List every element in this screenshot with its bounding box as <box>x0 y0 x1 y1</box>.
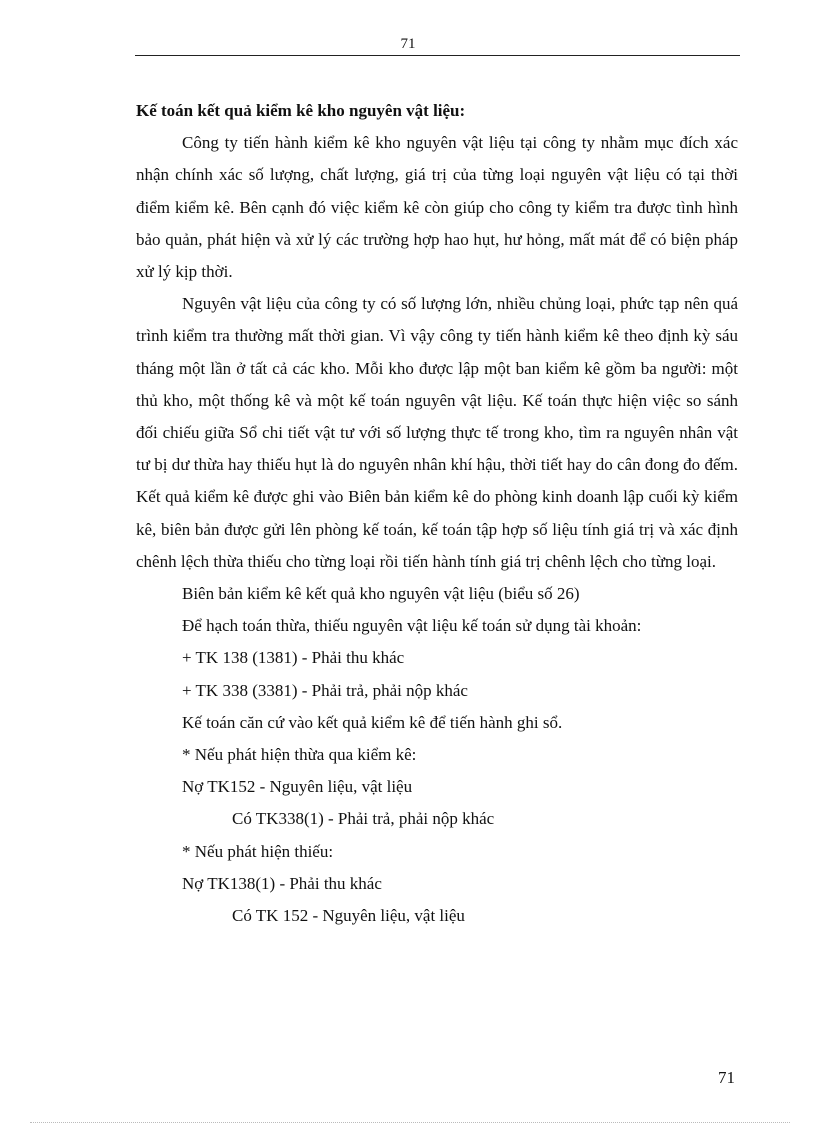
entry-credit-tk152: Có TK 152 - Nguyên liệu, vật liệu <box>232 906 465 926</box>
entry-credit-tk338: Có TK338(1) - Phải trả, phải nộp khác <box>232 809 495 829</box>
section-heading: Kế toán kết quả kiểm kê kho nguyên vật liệu: <box>136 101 466 120</box>
text-line-tk138: + TK 138 (1381) - Phải thu khác <box>182 648 405 668</box>
text-line-shortage-case: * Nếu phát hiện thiếu: <box>182 841 334 861</box>
text-line-tk338: + TK 338 (3381) - Phải trả, phải nộp khác <box>182 680 468 700</box>
paragraph-purpose: Công ty tiến hành kiểm kê kho nguyên vật liệu tại công ty nhằm mục đích xác nhận chính xác số lượng, chất lượng, giá trị của từng loại nguyên vật liệu có tại thời điểm kiểm kê. Bên cạnh đó việc kiểm kê còn giúp cho công ty kiểm tra được tình hình bảo quản, phát hiện và xử lý các trường hợp hao hụt, hư hỏng, mất mát để có biện pháp xử lý kịp thời. <box>136 133 738 282</box>
footer-page-number: 71 <box>718 1068 735 1087</box>
header-divider <box>135 55 740 56</box>
header-page-number: 71 <box>400 36 416 52</box>
entry-debit-tk152: Nợ TK152 - Nguyên liệu, vật liệu <box>182 777 413 797</box>
text-line-accounts-intro: Để hạch toán thừa, thiếu nguyên vật liệu kế toán sử dụng tài khoản: <box>182 616 642 636</box>
text-line-report: Biên bản kiểm kê kết quả kho nguyên vật liệu (biểu số 26) <box>182 584 580 604</box>
text-line-recording: Kế toán căn cứ vào kết quả kiểm kê để tiến hành ghi sổ. <box>182 712 563 732</box>
text-line-surplus-case: * Nếu phát hiện thừa qua kiểm kê: <box>182 745 417 765</box>
paragraph-process: Nguyên vật liệu của công ty có số lượng lớn, nhiều chủng loại, phức tạp nên quá trình kiểm tra thường mất thời gian. Vì vậy công ty tiến hành kiểm kê theo định kỳ sáu tháng một lần ở tất cả các kho. Mỗi kho được lập một ban kiểm kê gồm ba người: một thủ kho, một thống kê và một kế toán nguyên vật liệu. Kế toán thực hiện việc so sánh đối chiếu giữa Sổ chi tiết vật tư với số lượng thực tế trong kho, tìm ra nguyên nhân vật tư bị dư thừa hay thiếu hụt là do nguyên nhân khí hậu, thời tiết hay do cân đong đo đếm. Kết quả kiểm kê được ghi vào Biên bản kiểm kê do phòng kinh doanh lập cuối kỳ kiểm kê, biên bản được gửi lên phòng kế toán, kế toán tập hợp số liệu tính giá trị và xác định chênh lệch thừa thiếu cho từng loại rồi tiến hành tính giá trị chênh lệch cho từng loại. <box>136 294 738 571</box>
document-body <box>136 95 738 932</box>
entry-debit-tk138: Nợ TK138(1) - Phải thu khác <box>182 873 382 893</box>
